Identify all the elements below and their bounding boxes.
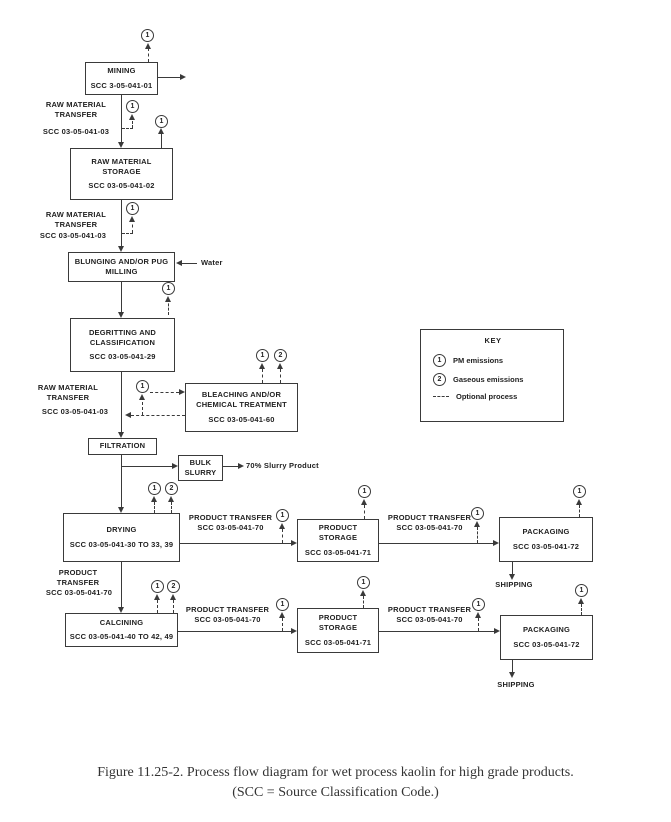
label-line: PRODUCT TRANSFER [188,513,273,522]
arrowhead [475,612,481,618]
box-title: CALCINING [99,617,144,627]
emission-line-packaging-1 [579,505,580,517]
process-box-packaging-1 [499,517,593,562]
arrowhead [118,607,124,613]
process-box-blunging [68,252,175,282]
process-box-drying [63,513,180,562]
flow-line-degritting-to-filtration [121,372,122,433]
pm-emission-circle-packaging-2: 1 [575,584,588,597]
gaseous-emission-symbol: 2 [433,373,446,386]
pm-emission-circle-product-storage-2: 1 [357,576,370,589]
pm-emission-circle-product-storage-1: 1 [358,485,371,498]
legend-title: KEY [484,336,502,345]
legend-item-optional [433,392,553,401]
box-title: PRODUCT [318,523,358,533]
process-box-packaging-2 [500,615,593,660]
emission-line-bleaching-pm [262,369,263,383]
box-scc: SCC 03-05-041-40 TO 42, 49 [69,632,174,641]
pm-emission-circle-transfer-1: 1 [126,100,139,113]
flow-line-storage2-to-packaging2 [379,631,494,632]
emission-line-bleaching-gaseous [280,369,281,383]
arrowhead [291,628,297,634]
process-box-bulk-slurry [178,455,223,481]
caption-line-2: (SCC = Source Classification Code.) [232,784,439,800]
arrowhead [578,598,584,604]
box-title: PACKAGING [522,527,570,537]
box-title: RAW MATERIAL [91,156,152,166]
pm-emission-circle-transfer-3: 1 [136,380,149,393]
arrowhead [118,432,124,438]
gaseous-emission-circle-bleaching: 2 [274,349,287,362]
process-box-degritting [70,318,175,372]
flow-line-to-bulk-slurry [122,466,172,467]
box-scc: SCC 03-05-041-71 [304,547,372,557]
label-product-transfer-to-calcining [47,568,109,588]
label-raw-material-transfer-1 [36,100,116,120]
label-line: RAW MATERIAL [45,100,107,109]
flow-line-drying-to-storage1 [180,543,291,544]
emission-line-calcining-gaseous [173,600,174,613]
arrowhead [291,540,297,546]
flow-line-bulk-slurry-output [223,466,238,467]
label-product-transfer-storage2 [383,605,476,625]
box-scc: SCC 03-05-041-71 [304,637,372,647]
emission-elbow-transfer-2 [122,233,133,234]
box-title: BLEACHING AND/OR [201,390,282,400]
flow-line-drying-to-calcining [121,562,122,607]
emission-line-product-transfer-1a [282,529,283,543]
pm-emission-circle-product-transfer-1a: 1 [276,509,289,522]
label-scc: SCC 03-05-041-70 [396,522,463,532]
emission-line-product-storage-1 [364,505,365,519]
flow-line-filtration-to-drying [121,455,122,508]
box-title: FILTRATION [99,441,146,451]
arrowhead [165,296,171,302]
flow-line-storage-to-blunging [121,200,122,247]
emission-line-product-storage-2 [363,596,364,608]
legend-label: Gaseous emissions [453,375,524,384]
emission-line-calcining-pm [157,600,158,613]
box-scc: SCC 03-05-041-72 [513,639,580,649]
label-line: PRODUCT [58,568,98,577]
label-product-transfer-drying [183,513,278,533]
label-raw-material-transfer-2 [36,210,116,230]
pm-emission-circle-calcining: 1 [151,580,164,593]
box-scc: SCC 03-05-041-02 [88,181,155,191]
pm-emission-circle-product-transfer-1b: 1 [471,507,484,520]
arrowhead [139,394,145,400]
arrowhead [129,114,135,120]
arrowhead [118,312,124,318]
arrowhead [176,260,182,266]
box-title: BULK [189,457,212,467]
arrowhead [238,463,244,469]
box-title: STORAGE [102,166,141,176]
arrowhead [576,499,582,505]
box-scc: SCC 03-05-041-30 TO 33, 39 [69,539,174,549]
box-scc: SCC 03-05-041-72 [512,541,580,551]
label-line: TRANSFER [56,577,100,587]
label-product-transfer-to-calcining-scc: SCC 03-05-041-70 [45,588,113,597]
arrowhead [509,574,515,580]
label-water-input: Water [201,258,223,267]
arrowhead [158,128,164,134]
legend-box [420,329,564,422]
flow-line-calcining-to-storage2 [178,631,291,632]
arrowhead [179,389,185,395]
arrowhead [259,363,265,369]
pm-emission-circle-product-transfer-2a: 1 [276,598,289,611]
flow-line-mining-to-storage [121,95,122,143]
label-line: PRODUCT TRANSFER [387,605,472,614]
arrowhead [125,412,131,418]
legend-item-pm [433,354,553,367]
box-title: PRODUCT [318,613,358,623]
box-title: CHEMICAL TREATMENT [196,400,287,410]
emission-line-packaging-2 [581,604,582,615]
arrowhead [118,142,124,148]
emission-line-product-transfer-1b [477,527,478,543]
pm-emission-circle-product-transfer-2b: 1 [472,598,485,611]
pm-emission-circle-mining: 1 [141,29,154,42]
arrowhead [361,499,367,505]
box-title: STORAGE [318,623,358,633]
label-shipping-1: SHIPPING [495,580,533,589]
process-box-product-storage-1 [297,519,379,562]
gaseous-emission-circle-drying: 2 [165,482,178,495]
emission-line-product-transfer-2a [282,618,283,631]
arrowhead [170,594,176,600]
pm-emission-symbol: 1 [433,354,446,367]
arrowhead [154,594,160,600]
process-box-calcining [65,613,178,647]
label-raw-material-transfer-3-scc: SCC 03-05-041-03 [41,407,109,416]
arrowhead [279,612,285,618]
emission-line-drying-pm [154,502,155,513]
arrowhead [474,521,480,527]
box-title: BLUNGING AND/OR PUG [74,256,169,266]
arrowhead [494,628,500,634]
emission-line-drying-gaseous [171,502,172,513]
pm-emission-circle-degritting: 1 [162,282,175,295]
legend-label: PM emissions [453,356,504,365]
flow-line-storage1-to-packaging1 [379,543,493,544]
box-scc: SCC 03-05-041-29 [89,352,156,362]
arrowhead [145,43,151,49]
optional-line-from-bleaching [131,415,185,416]
process-box-mining [85,62,158,95]
box-title: SLURRY [184,468,217,477]
label-scc: SCC 03-05-041-70 [396,614,463,624]
box-title: CLASSIFICATION [89,337,156,347]
process-box-raw-material-storage [70,148,173,200]
pm-emission-circle-drying: 1 [148,482,161,495]
arrowhead [360,590,366,596]
label-line: RAW MATERIAL [37,383,99,392]
label-line: TRANSFER [54,219,98,229]
arrowhead [168,496,174,502]
label-line: PRODUCT TRANSFER [185,605,270,614]
flow-line-blunging-to-degritting [121,282,122,313]
arrowhead [129,216,135,222]
process-box-bleaching [185,383,298,432]
label-product-transfer-calcining [181,605,274,625]
arrowhead [279,523,285,529]
label-scc: SCC 03-05-041-70 [197,522,264,532]
figure-caption [0,763,671,802]
emission-line-product-transfer-2b [478,618,479,631]
flow-line-mining-right [158,77,180,78]
label-line: PRODUCT TRANSFER [387,513,472,522]
label-line: TRANSFER [54,109,98,119]
caption-line-1: Figure 11.25-2. Process flow diagram for wet process kaolin for high grade products. [97,765,574,780]
process-box-filtration [88,438,157,455]
water-input-line [182,263,197,264]
label-line: TRANSFER [46,392,90,402]
pm-emission-circle-transfer-2: 1 [126,202,139,215]
dashed-line-symbol [433,396,449,397]
optional-line-to-bleaching [150,392,179,393]
label-scc: SCC 03-05-041-70 [194,614,261,624]
legend-label: Optional process [456,392,518,401]
gaseous-emission-circle-calcining: 2 [167,580,180,593]
label-shipping-2: SHIPPING [497,680,535,689]
label-raw-material-transfer-1-scc: SCC 03-05-041-03 [42,127,110,136]
legend-item-gaseous [433,373,553,386]
label-raw-material-transfer-2-scc: SCC 03-05-041-03 [39,231,107,240]
pm-emission-circle-storage: 1 [155,115,168,128]
arrowhead [277,363,283,369]
label-line: RAW MATERIAL [45,210,107,219]
box-title: STORAGE [318,533,358,543]
pm-emission-circle-packaging-1: 1 [573,485,586,498]
box-title: PACKAGING [522,625,571,635]
arrowhead [118,246,124,252]
box-title: MINING [107,66,136,76]
process-box-product-storage-2 [297,608,379,653]
arrowhead [172,463,178,469]
box-title: DEGRITTING AND [88,327,157,337]
arrowhead [151,496,157,502]
box-title: DRYING [106,525,137,535]
label-product-transfer-storage1 [383,513,476,533]
label-slurry-product-output: 70% Slurry Product [246,461,319,470]
emission-line-storage [161,133,162,148]
label-raw-material-transfer-3 [28,383,108,403]
box-scc: SCC 03-05-041-60 [208,414,275,424]
arrowhead [180,74,186,80]
arrowhead [493,540,499,546]
pm-emission-circle-bleaching: 1 [256,349,269,362]
box-scc: SCC 3-05-041-01 [90,80,153,90]
emission-elbow-transfer-1 [122,128,133,129]
box-title: MILLING [105,267,138,276]
arrowhead [118,507,124,513]
arrowhead [509,672,515,678]
emission-line-mining [148,48,149,62]
